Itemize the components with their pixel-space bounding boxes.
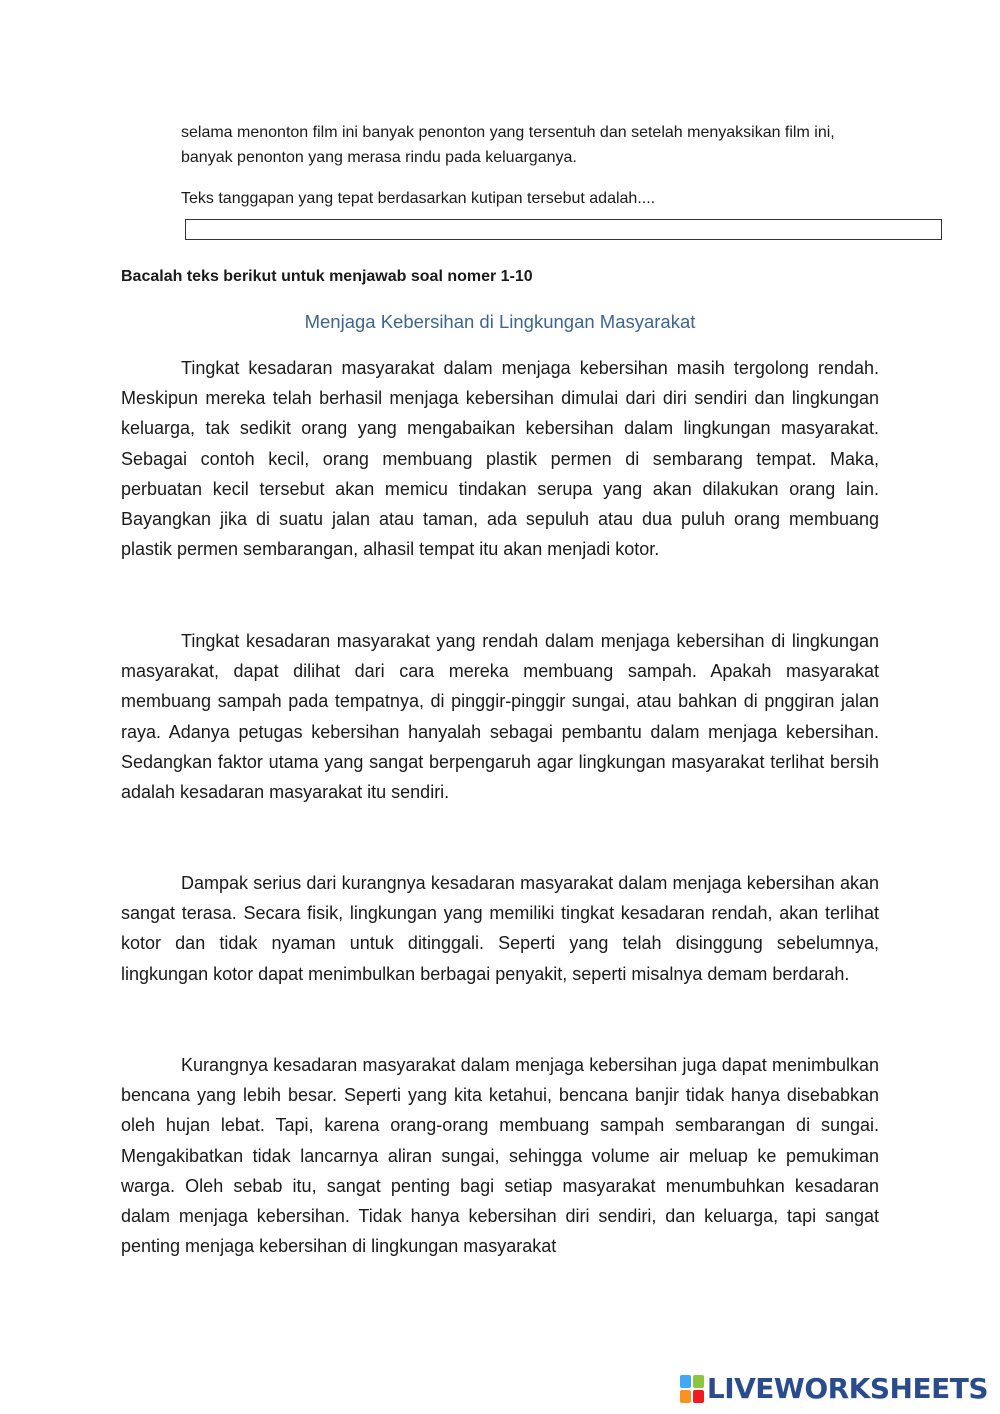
quote-text: selama menonton film ini banyak penonton yang tersentuh dan setelah menyaksikan film ini, banyak penonton yang merasa rindu pada keluarganya. <box>181 124 835 166</box>
logo-tile-green <box>693 1375 704 1388</box>
article-paragraph-3: Dampak serius dari kurangnya kesadaran masyarakat dalam menjaga kebersihan akan sangat terasa. Secara fisik, lingkungan yang memiliki tingkat kesadaran rendah, akan terlihat kotor dan tidak nyaman untuk ditinggali. Seperti yang telah disinggung sebelumnya, lingkungan kotor dapat menimbulkan berbagai penyakit, seperti misalnya demam berdarah. <box>121 873 879 984</box>
logo-tile-blue <box>680 1375 691 1388</box>
answer-input-box[interactable] <box>185 219 942 240</box>
logo-tile-orange <box>680 1390 691 1403</box>
question-prompt: Teks tanggapan yang tepat berdasarkan kutipan tersebut adalah.... <box>181 190 656 207</box>
article-paragraph-1: Tingkat kesadaran masyarakat dalam menjaga kebersihan masih tergolong rendah. Meskipun mereka telah berhasil menjaga kebersihan dimulai dari diri sendiri dan lingkungan keluarga, tak sedikit orang yang mengabaikan kebersihan dalam lingkungan masyarakat. Sebagai contoh kecil, orang membuang plastik permen di sembarang tempat. Maka, perbuatan kecil tersebut akan memicu tindakan serupa yang akan dilakukan orang lain. Bayangkan jika di suatu jalan atau taman, ada sepuluh atau dua puluh orang membuang plastik permen sembarangan, alhasil tempat itu akan menjadi kotor. <box>121 358 879 560</box>
reading-instruction: Bacalah teks berikut untuk menjawab soal nomer 1-10 <box>121 268 533 285</box>
liveworksheets-logo-icon <box>680 1375 704 1403</box>
article-paragraph-2: Tingkat kesadaran masyarakat yang rendah dalam menjaga kebersihan di lingkungan masyarakat, dapat dilihat dari cara mereka membuang sampah. Apakah masyarakat membuang sampah pada tempatnya, di pinggir-pinggir sungai, atau bahkan di pnggiran jalan raya. Adanya petugas kebersihan hanyalah sebagai pembantu dalam menjaga kebersihan. Sedangkan faktor utama yang sangat berpengaruh agar lingkungan masyarakat terlihat bersih adalah kesadaran masyarakat itu sendiri. <box>121 631 879 803</box>
logo-tile-red <box>693 1390 704 1403</box>
liveworksheets-logo <box>680 1372 988 1405</box>
article-title: Menjaga Kebersihan di Lingkungan Masyarakat <box>304 311 696 332</box>
article-paragraph-4: Kurangnya kesadaran masyarakat dalam menjaga kebersihan juga dapat menimbulkan bencana yang lebih besar. Seperti yang kita ketahui, bencana banjir tidak hanya disebabkan oleh hujan lebat. Tapi, karena orang-orang membuang sampah sembarangan di sungai. Mengakibatkan tidak lancarnya aliran sungai, sehingga volume air meluap ke pemukiman warga. Oleh sebab itu, sangat penting bagi setiap masyarakat menumbuhkan kesadaran dalam menjaga kebersihan. Tidak hanya kebersihan diri sendiri, dan keluarga, tapi sangat penting menjaga kebersihan di lingkungan masyarakat <box>121 1055 879 1257</box>
liveworksheets-wordmark: LIVEWORKSHEETS <box>706 1372 988 1405</box>
